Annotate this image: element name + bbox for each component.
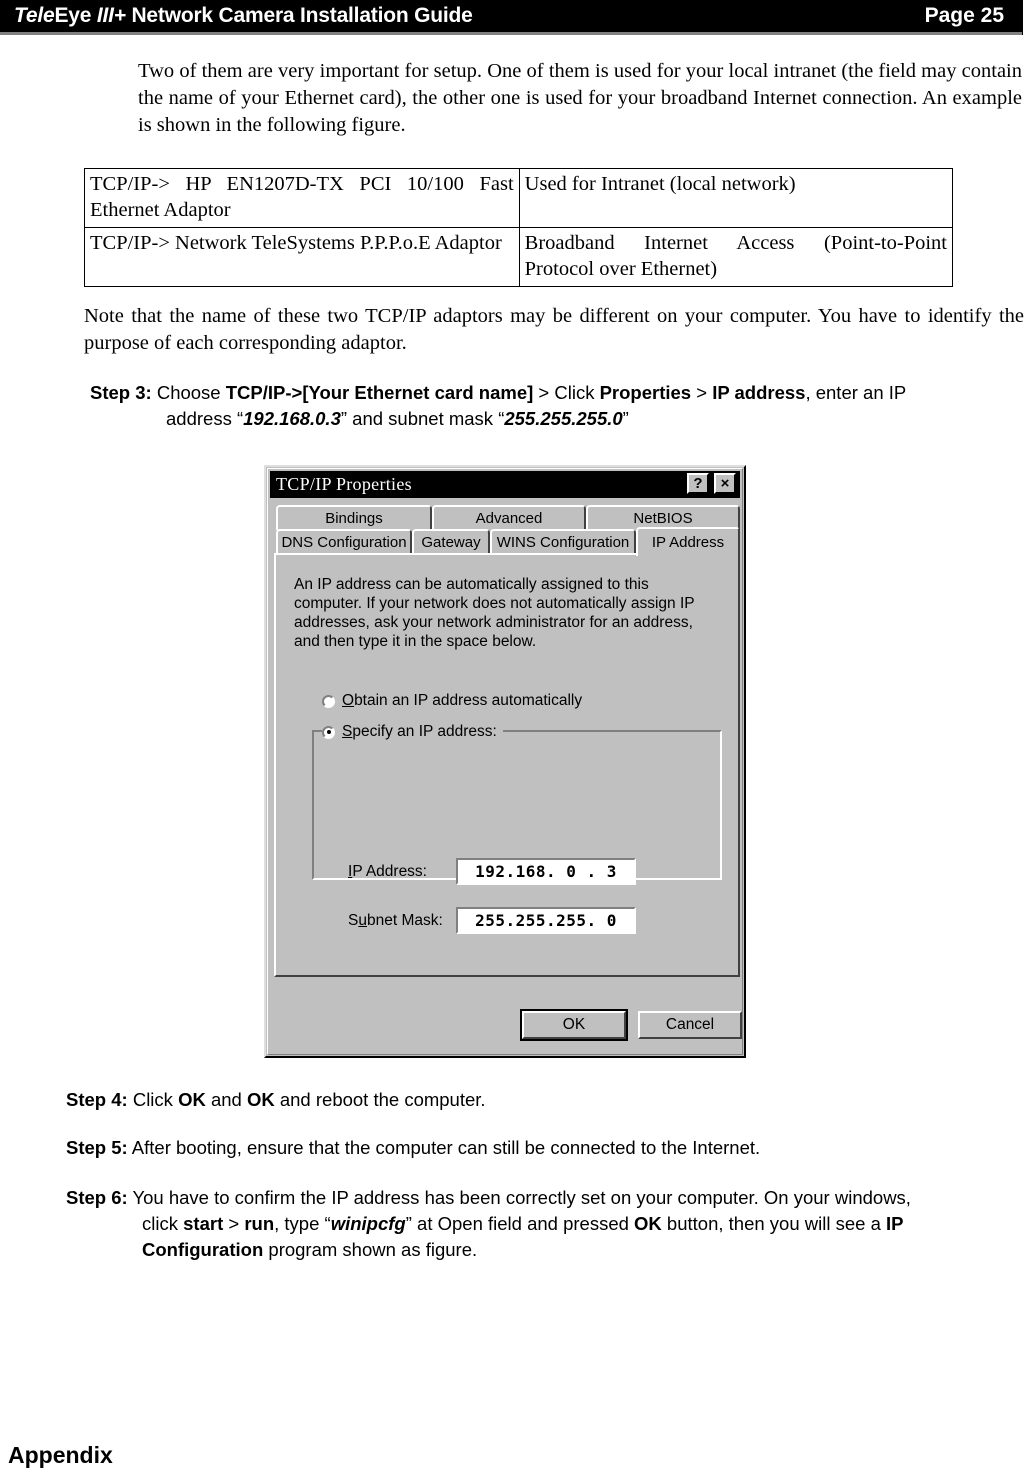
step-6-bold-ipconfig: IP Configuration xyxy=(142,1213,904,1260)
step-3-text-d: , enter an IP xyxy=(805,382,907,403)
step-6-cont-e: button, then you will see a xyxy=(661,1213,886,1234)
step-3-continuation xyxy=(166,406,1020,432)
step-6-bold-run: run xyxy=(244,1213,275,1234)
step-4 xyxy=(66,1087,1016,1113)
dialog-titlebar[interactable] xyxy=(270,471,740,498)
step-6 xyxy=(66,1185,1024,1263)
ip-label-rest: P Address: xyxy=(352,862,427,880)
step-3-mask-value: 255.255.255.0 xyxy=(504,408,623,429)
step-6-cont-a: click xyxy=(142,1213,184,1234)
tab-gateway[interactable]: Gateway xyxy=(412,529,490,554)
step-6-cont-f: program shown as figure. xyxy=(263,1239,478,1260)
ip-label-accel: I xyxy=(348,862,353,880)
table-row xyxy=(85,169,953,228)
step-6-cont-c: , type “ xyxy=(274,1213,331,1234)
ip-description-text: An IP address can be automatically assigned to this computer. If your network does not automatically assign IP addresses, ask your network administrator for an address, and then type it in the space below. xyxy=(294,576,695,650)
radio-icon-selected[interactable] xyxy=(322,726,335,739)
step-3-cont-a: address “ xyxy=(166,408,244,429)
header-rule xyxy=(0,32,1022,35)
step-6-label: Step 6: xyxy=(66,1187,128,1208)
step-3-ip-value: 192.168.0.3 xyxy=(243,408,341,429)
step-3 xyxy=(90,380,1020,432)
step-5 xyxy=(66,1135,1016,1161)
page-number: Page 25 xyxy=(924,4,1004,27)
subnet-label-rest: bnet Mask: xyxy=(366,911,443,929)
document-title xyxy=(14,4,473,28)
tab-wins-configuration[interactable]: WINS Configuration xyxy=(490,529,636,554)
step-6-text-a: You have to confirm the IP address has been correctly set on your computer. On your windows, xyxy=(127,1187,911,1208)
step-3-text-b: > Click xyxy=(533,382,600,403)
ok-button[interactable]: OK xyxy=(522,1011,626,1039)
table-cell-purpose: Broadband Internet Access (Point-to-Point Protocol over Ethernet) xyxy=(519,228,952,287)
tab-bindings[interactable]: Bindings xyxy=(276,505,432,530)
step-3-cont-c: ” xyxy=(622,408,629,429)
radio-obtain-accel: O xyxy=(342,692,355,709)
table-row xyxy=(85,228,953,287)
radio-obtain-label: btain an IP address automatically xyxy=(354,692,583,709)
step-3-cont-b: ” and subnet mask “ xyxy=(340,408,505,429)
help-icon[interactable]: ? xyxy=(687,473,709,494)
header-right-edge xyxy=(1022,0,1026,35)
dialog-title: TCP/IP Properties xyxy=(276,474,412,494)
close-icon[interactable]: × xyxy=(714,473,736,494)
radio-icon-unselected[interactable] xyxy=(322,695,335,708)
appendix-heading: Appendix xyxy=(8,1442,113,1468)
step-4-text-c: and reboot the computer. xyxy=(274,1089,486,1110)
tab-advanced[interactable]: Advanced xyxy=(432,505,586,530)
tcpip-properties-dialog[interactable] xyxy=(264,465,746,1058)
step-6-italic-winipcfg: winipcfg xyxy=(330,1213,406,1234)
subnet-mask-input[interactable]: 255.255.255. 0 xyxy=(456,907,636,934)
ip-address-label xyxy=(348,863,456,881)
subnet-label-accel: u xyxy=(358,911,367,929)
tab-ip-address[interactable]: IP Address xyxy=(636,527,740,556)
adaptor-table xyxy=(84,168,953,287)
tab-netbios[interactable]: NetBIOS xyxy=(586,505,740,530)
title-brand-tele: Tele xyxy=(14,4,55,27)
ip-address-tab-panel xyxy=(274,553,740,977)
step-6-cont-d: ” at Open field and pressed xyxy=(405,1213,635,1234)
step-4-text-b: and xyxy=(205,1089,247,1110)
radio-specify-ip[interactable] xyxy=(322,723,503,741)
step-3-label: Step 3: xyxy=(90,382,152,403)
title-model: III+ xyxy=(96,4,126,27)
page-header xyxy=(0,0,1022,32)
title-rest: Network Camera Installation Guide xyxy=(125,4,473,27)
ip-address-input[interactable]: 192.168. 0 . 3 xyxy=(456,858,636,885)
step-4-bold-ok-1: OK xyxy=(178,1089,206,1110)
step-4-text-a: Click xyxy=(127,1089,179,1110)
note-paragraph: Note that the name of these two TCP/IP adaptors may be different on your computer. You have to identify the purpose of each corresponding adaptor. xyxy=(84,305,1024,354)
subnet-mask-row xyxy=(348,907,636,934)
subnet-label-pre: S xyxy=(348,911,359,929)
radio-specify-accel: S xyxy=(342,723,353,740)
ip-address-row xyxy=(348,858,636,885)
step-5-text: After booting, ensure that the computer can still be connected to the Internet. xyxy=(127,1137,761,1158)
step-3-text-c: > xyxy=(691,382,713,403)
step-6-bold-ok: OK xyxy=(634,1213,662,1234)
step-4-label: Step 4: xyxy=(66,1089,128,1110)
subnet-mask-label xyxy=(348,912,456,930)
step-3-text-a: Choose xyxy=(151,382,226,403)
intro-paragraph: Two of them are very important for setup. One of them is used for your local intranet (the field may contain the name of your Ethernet card), the other one is used for your broadband Internet connection. An example is shown in the following figure. xyxy=(138,60,1022,136)
step-3-bold-ipaddress: IP address xyxy=(712,382,806,403)
table-cell-adaptor: TCP/IP-> Network TeleSystems P.P.P.o.E Adaptor xyxy=(85,228,520,287)
tab-dns-configuration[interactable]: DNS Configuration xyxy=(276,529,412,554)
step-4-bold-ok-2: OK xyxy=(246,1089,275,1110)
table-cell-adaptor: TCP/IP-> HP EN1207D-TX PCI 10/100 Fast Ethernet Adaptor xyxy=(85,169,520,228)
step-5-label: Step 5: xyxy=(66,1137,128,1158)
step-6-continuation xyxy=(142,1211,1024,1263)
step-3-bold-tcpip: TCP/IP->[Your Ethernet card name] xyxy=(225,382,534,403)
radio-specify-label: pecify an IP address: xyxy=(352,723,497,740)
radio-obtain-automatically[interactable] xyxy=(322,692,582,710)
step-6-cont-b: > xyxy=(223,1213,245,1234)
step-6-bold-start: start xyxy=(183,1213,224,1234)
title-brand-eye: Eye xyxy=(54,4,97,27)
tab-row-lower xyxy=(276,529,740,554)
cancel-button[interactable]: Cancel xyxy=(638,1011,742,1039)
step-3-bold-properties: Properties xyxy=(599,382,692,403)
table-cell-purpose: Used for Intranet (local network) xyxy=(519,169,952,228)
